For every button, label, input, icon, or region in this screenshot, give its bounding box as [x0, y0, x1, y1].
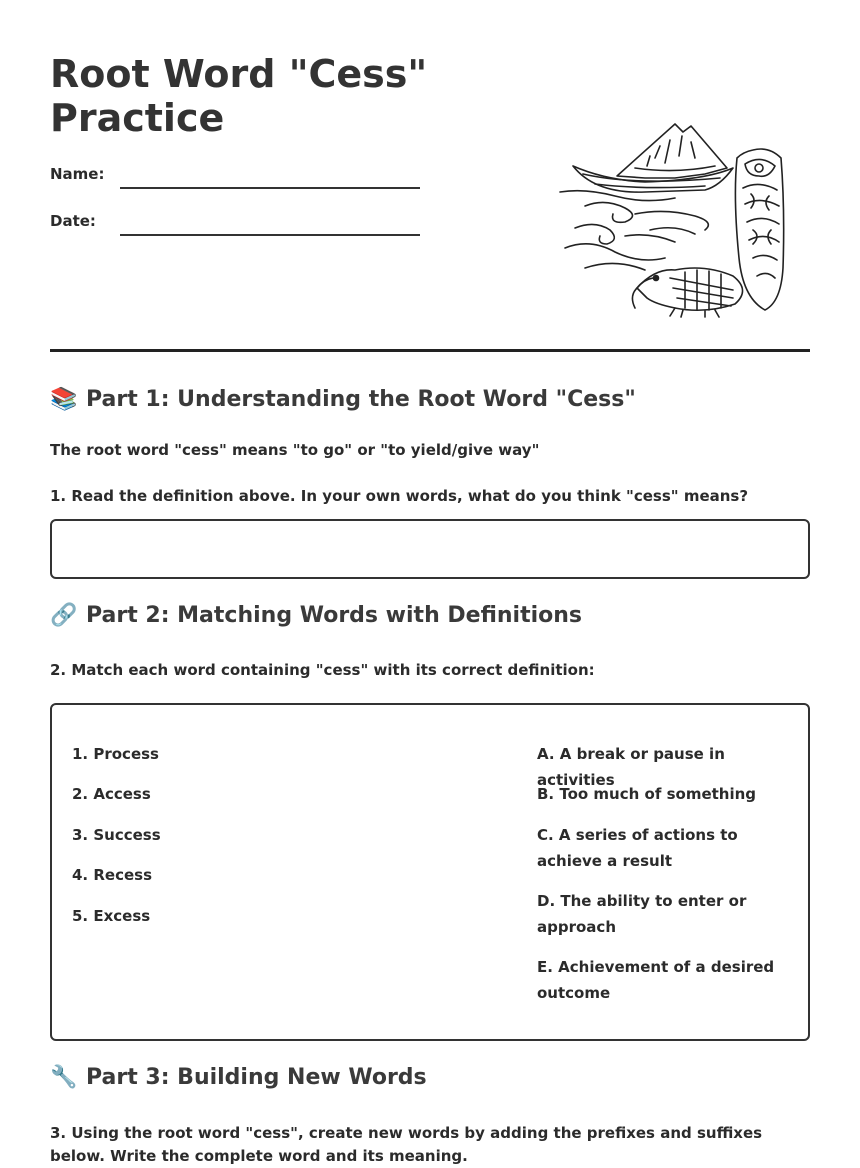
- date-label: Date:: [50, 212, 96, 230]
- match-definition: C. A series of actions to achieve a result: [537, 826, 738, 870]
- title-line-2: Practice: [50, 96, 225, 140]
- match-word: 3. Success: [72, 826, 161, 844]
- part3-heading-text: Part 3: Building New Words: [86, 1065, 427, 1090]
- books-icon: 📚: [50, 387, 78, 412]
- part3-question: 3. Using the root word "cess", create new words by adding the prefixes and suffixes below. Write the complete word and its meaning.: [50, 1124, 763, 1165]
- part1-definition: The root word "cess" means "to go" or "to yield/give way": [50, 441, 540, 459]
- header-divider: [50, 349, 810, 352]
- match-definition: B. Too much of something: [537, 785, 757, 803]
- part1-question: 1. Read the definition above. In your own words, what do you think "cess" means?: [50, 487, 749, 505]
- match-word: 2. Access: [72, 785, 151, 803]
- match-definition: A. A break or pause in activities: [537, 745, 725, 789]
- part1-heading-text: Part 1: Understanding the Root Word "Cess": [86, 387, 636, 412]
- part1-answer-box[interactable]: [50, 519, 810, 579]
- match-word: 5. Excess: [72, 907, 151, 925]
- title-line-1: Root Word "Cess": [50, 52, 428, 96]
- matching-box: [50, 703, 810, 1041]
- match-word: 4. Recess: [72, 866, 153, 884]
- part3-heading: [50, 1065, 427, 1090]
- canoe-mountain-bird-illustration: [555, 118, 790, 318]
- part2-question: 2. Match each word containing "cess" with its correct definition:: [50, 661, 595, 679]
- link-icon: 🔗: [50, 603, 78, 628]
- match-definition: D. The ability to enter or approach: [537, 892, 747, 936]
- part2-heading-text: Part 2: Matching Words with Definitions: [86, 603, 583, 628]
- name-field[interactable]: [120, 187, 420, 189]
- match-definition: E. Achievement of a desired outcome: [537, 958, 775, 1002]
- match-word: 1. Process: [72, 745, 159, 763]
- part2-heading: [50, 603, 582, 628]
- page-title: [50, 52, 510, 140]
- date-field[interactable]: [120, 234, 420, 236]
- part1-heading: [50, 387, 636, 412]
- wrench-icon: 🔧: [50, 1065, 78, 1090]
- name-label: Name:: [50, 165, 105, 183]
